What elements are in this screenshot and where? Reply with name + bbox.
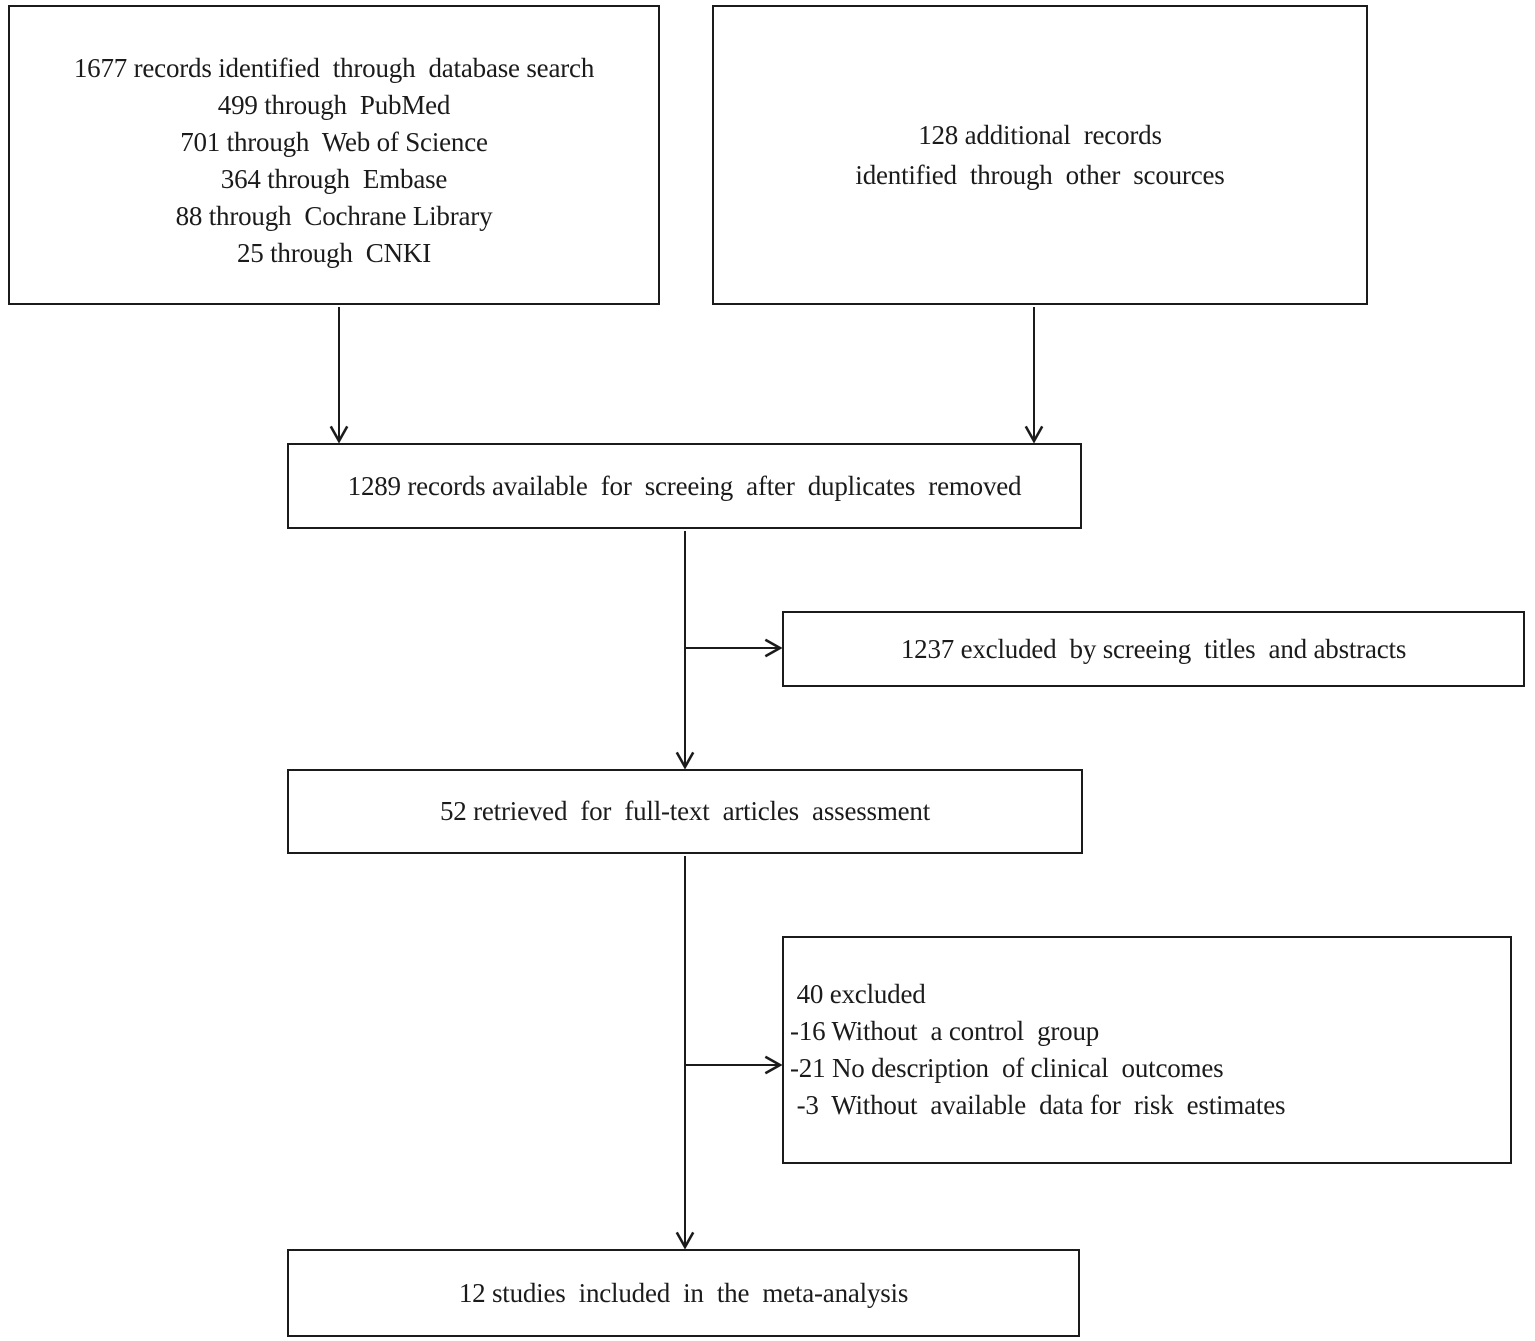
additional-records-line-2: identified through other scources [855,160,1225,190]
studies-included-text: 12 studies included in the meta-analysis [458,1277,909,1308]
box-fulltext-assessment [287,769,1083,854]
records-screening-text: 1289 records available for screeing after duplicates removed [347,470,1022,501]
box-fulltext-excluded [782,936,1512,1164]
box-records-screening [287,443,1082,529]
cnki-count-line: 25 through CNKI [236,238,432,268]
fulltext-excluded-total-line: 40 excluded [790,979,926,1009]
box-studies-included [287,1249,1080,1337]
additional-records-line-1: 128 additional records [918,120,1162,150]
pubmed-count-line: 499 through PubMed [217,90,451,120]
box-excluded-by-screening [782,611,1525,687]
embase-count-line: 364 through Embase [220,164,448,194]
fulltext-assessment-text: 52 retrieved for full-text articles assessment [439,796,931,826]
excluded-no-risk-data-line: -3 Without available data for risk estimates [790,1090,1286,1120]
box-records-identified [8,5,660,305]
excluded-by-screening-text: 1237 excluded by screeing titles and abstracts [900,633,1407,664]
excluded-no-control-group-line: -16 Without a control group [790,1016,1100,1046]
cochrane-count-line: 88 through Cochrane Library [175,201,493,231]
box-additional-records [712,5,1368,305]
web-of-science-count-line: 701 through Web of Science [180,127,488,157]
records-identified-line: 1677 records identified through database search [73,53,595,83]
excluded-no-outcomes-line: -21 No description of clinical outcomes [790,1053,1224,1083]
